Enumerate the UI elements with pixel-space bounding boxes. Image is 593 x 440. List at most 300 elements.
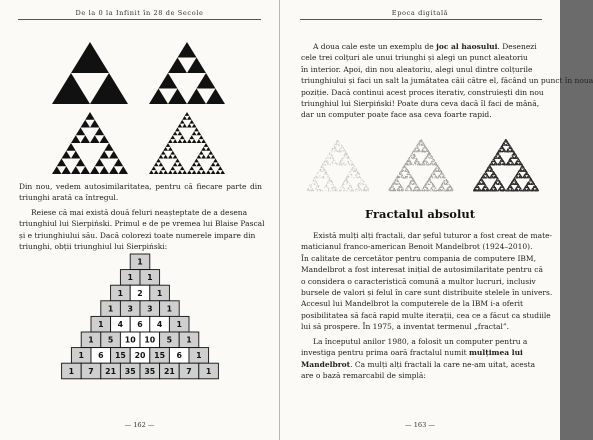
chaos-dot [412,152,413,153]
chaos-game-stage-2 [389,139,454,191]
chaos-dot [420,190,421,191]
chaos-dot [449,187,450,188]
chaos-dot [334,187,335,188]
chaos-dot [410,181,411,182]
chaos-dot [355,170,356,171]
chaos-dot [440,177,441,178]
chaos-dot [346,164,347,165]
pascal-number: 10 [124,335,136,345]
chaos-dot [409,186,410,187]
chaos-dot [437,166,438,167]
chaos-dot [432,162,433,163]
chaos-dot [349,183,350,184]
chaos-dot [408,159,409,160]
chaos-dot [312,188,313,189]
chaos-dot [330,190,331,191]
chaos-dot [344,155,345,156]
chaos-dot [432,189,433,190]
chaos-dot [426,165,427,166]
chaos-dot [403,189,404,190]
chaos-dot [321,177,322,178]
chaos-dot [328,175,329,176]
chaos-dot [408,164,409,165]
chaos-dot [410,191,411,192]
chaos-dot [446,184,447,185]
chaos-dot [414,188,415,189]
chaos-dot [364,187,365,188]
chaos-dot [426,157,427,158]
chaos-dot [349,186,350,187]
chaos-dot [417,164,418,165]
chaos-dot [430,164,431,165]
pascal-number: 7 [186,366,192,376]
chaos-dot [352,167,353,168]
chaos-dot [430,180,431,181]
chaos-dot [366,185,367,186]
chaos-dot [316,173,317,174]
chaos-dot [324,161,325,162]
chaos-dot [366,187,367,188]
chaos-dot [434,170,435,171]
chaos-dot [348,158,349,159]
chaos-dot [444,181,445,182]
chaos-dot [323,170,324,171]
chaos-dot [311,191,312,192]
chaos-dot [390,190,391,191]
chaos-dot [341,151,342,152]
chaos-dot [399,184,400,185]
chaos-dot [335,189,336,190]
chaos-dot [364,188,365,189]
chaos-dot [444,178,445,179]
chaos-dot [349,164,350,165]
chaos-dot [428,157,429,158]
chaos-dot [441,187,442,188]
chaos-dot [428,189,429,190]
chaos-dot [331,152,332,153]
chaos-dot [343,184,344,185]
chaos-dot [341,145,342,146]
chaos-dot [413,151,414,152]
chaos-dot [406,168,407,169]
chaos-dot [309,186,310,187]
chaos-game-stage-3 [473,139,539,191]
chaos-dot [361,178,362,179]
chaos-dot [451,188,452,189]
chaos-dot [402,191,403,192]
chaos-dot [427,182,428,183]
chaos-dot [409,185,410,186]
chaos-dot [422,141,423,142]
chaos-dot [412,164,413,165]
chaos-dot [348,162,349,163]
chaos-dot [442,190,443,191]
chaos-dot [427,162,428,163]
chaos-dot [403,167,404,168]
running-header-left: De la 0 la Infinit în 28 de Secole [75,9,204,17]
chaos-dot [413,154,414,155]
chaos-dot [448,189,449,190]
chaos-dot [363,184,364,185]
pascal-number: 6 [137,320,143,329]
chaos-dot [418,187,419,188]
chaos-dot [434,174,435,175]
chaos-dot [390,188,391,189]
chaos-dot [435,188,436,189]
chaos-dot [441,185,442,186]
chaos-dot [323,177,324,178]
chaos-dot [328,187,329,188]
chaos-dot [313,180,314,181]
chaos-dot [439,189,440,190]
chaos-dot [414,154,415,155]
text-run: poziție. Dacă continui acest proces iterativ, construiești din nou [301,87,544,97]
chaos-dot [348,188,349,189]
chaos-dot [322,190,323,191]
chaos-dot [358,185,359,186]
chaos-dot [413,190,414,191]
text-line [301,87,544,98]
chaos-dot [439,187,440,188]
text-line [301,41,541,52]
chaos-dot [425,183,426,184]
chaos-dot [356,177,357,178]
chaos-dot [424,151,425,152]
chaos-dot [415,156,416,157]
chaos-dot [436,167,437,168]
chaos-dot [398,190,399,191]
chaos-dot [407,164,408,165]
chaos-dot [414,150,415,151]
chaos-dot [333,159,334,160]
chaos-dot [357,189,358,190]
chaos-dot [340,162,341,163]
chaos-dot [415,160,416,161]
chaos-dot [357,173,358,174]
pascal-number: 1 [117,288,124,298]
chaos-dot [411,153,412,154]
chaos-dot [355,175,356,176]
chaos-dot [431,182,432,183]
left-page [0,0,279,440]
chaos-dot [406,176,407,177]
chaos-dot [350,184,351,185]
chaos-dot [320,190,321,191]
right-page [280,0,593,440]
chaos-dot [434,186,435,187]
chaos-dot [432,160,433,161]
chaos-dot [443,176,444,177]
chaos-dot [356,174,357,175]
chaos-dot [426,158,427,159]
chaos-dot [414,183,415,184]
chaos-dot [402,177,403,178]
chaos-dot [342,164,343,165]
chaos-dot [338,144,339,145]
chaos-dot [336,149,337,150]
chaos-dot [347,176,348,177]
chaos-dot [407,186,408,187]
chaos-dot [433,190,434,191]
chaos-dot [416,185,417,186]
chaos-dot [401,188,402,189]
chaos-dot [423,150,424,151]
chaos-dot [343,190,344,191]
chaos-dot [310,185,311,186]
chaos-dot [345,190,346,191]
chaos-dot [411,157,412,158]
chaos-dot [317,191,318,192]
chaos-dot [364,182,365,183]
chaos-dot [336,163,337,164]
text-run: . Desenezi [497,42,537,51]
chaos-dot [415,147,416,148]
chaos-dot [324,178,325,179]
chaos-dot [324,187,325,188]
chaos-dot [433,165,434,166]
chaos-dot [414,149,415,150]
chaos-dot [328,189,329,190]
chaos-dot [342,186,343,187]
chaos-dot [347,190,348,191]
chaos-dot [430,156,431,157]
chaos-dot [427,190,428,191]
chaos-dot [327,182,328,183]
chaos-dot [327,163,328,164]
chaos-dot [443,176,444,177]
chaos-dot [442,183,443,184]
chaos-dot [389,189,390,190]
pascal-number: 20 [134,351,146,361]
chaos-dot [315,180,316,181]
chaos-dot [351,163,352,164]
chaos-dot [351,189,352,190]
chaos-dot [434,164,435,165]
chaos-dot [392,187,393,188]
chaos-dot [340,190,341,191]
chaos-dot [337,165,338,166]
chaos-dot [447,183,448,184]
chaos-dot [343,182,344,183]
chaos-dot [440,177,441,178]
chaos-dot [448,187,449,188]
chaos-dot [331,187,332,188]
chaos-dot [342,184,343,185]
chaos-dot [362,184,363,185]
chaos-dot [330,178,331,179]
chaos-dot [347,156,348,157]
chaos-dot [430,175,431,176]
pascal-number: 1 [88,335,94,345]
chaos-dot [401,174,402,175]
chaos-dot [415,186,416,187]
chaos-dot [332,162,333,163]
chaos-dot [425,147,426,148]
chaos-dot [435,162,436,163]
chaos-dot [435,168,436,169]
chaos-dot [407,176,408,177]
chaos-dot [434,189,435,190]
chaos-dot [354,171,355,172]
chaos-dot [414,182,415,183]
chaos-dot [332,187,333,188]
chaos-dot [344,162,345,163]
chaos-dot [413,180,414,181]
chaos-dot [419,191,420,192]
chaos-dot [437,190,438,191]
chaos-dot [391,187,392,188]
chaos-dot [335,190,336,191]
chaos-dot [346,180,347,181]
chaos-dot [307,189,308,190]
chaos-dot [409,172,410,173]
chaos-dot [359,187,360,188]
chaos-dot [328,164,329,165]
chaos-dot [414,162,415,163]
chaos-dot [395,180,396,181]
chaos-dot [341,185,342,186]
chaos-dot [410,182,411,183]
chaos-dot [414,154,415,155]
chaos-dot [357,173,358,174]
chaos-dot [407,189,408,190]
chaos-dot [359,176,360,177]
pascal-number: 1 [156,288,163,298]
chaos-dot [435,175,436,176]
chaos-dot [446,191,447,192]
chaos-dot [350,171,351,172]
chaos-dot [344,181,345,182]
chaos-dot [353,168,354,169]
chaos-dot [421,151,422,152]
chaos-dot [354,168,355,169]
chaos-dot [409,176,410,177]
chaos-dot [354,166,355,167]
chaos-dot [320,169,321,170]
chaos-dot [416,184,417,185]
chaos-dot [427,151,428,152]
chaos-dot [347,180,348,181]
chaos-dot [447,189,448,190]
chaos-dot [430,163,431,164]
chaos-dot [357,184,358,185]
chaos-dot [438,176,439,177]
chaos-dot [405,167,406,168]
chaos-dot [343,151,344,152]
chaos-dot [393,189,394,190]
chaos-dot [332,149,333,150]
chaos-dot [336,143,337,144]
chaos-dot [327,160,328,161]
chaos-dot [347,182,348,183]
pascal-number: 3 [127,304,133,314]
chaos-dot [425,161,426,162]
chaos-dot [358,187,359,188]
chaos-dot [323,167,324,168]
chaos-dot [347,154,348,155]
chaos-dot [335,150,336,151]
chaos-dot [332,148,333,149]
pascal-number: 5 [107,335,114,345]
chaos-dot [326,158,327,159]
text-run: în interior. Apoi, din nou aleatoriu, alegi unul dintre colțurile [301,64,533,74]
chaos-dot [418,161,419,162]
chaos-dot [406,190,407,191]
chaos-dot [350,161,351,162]
chaos-dot [333,185,334,186]
chaos-dot [436,190,437,191]
chaos-dot [330,164,331,165]
chaos-dot [357,172,358,173]
chaos-dot [345,153,346,154]
chaos-dot [324,169,325,170]
chaos-dot [410,161,411,162]
chaos-dot [421,139,422,140]
chaos-dot [415,164,416,165]
chaos-dot [416,187,417,188]
chaos-dot [341,159,342,160]
chaos-dot [424,160,425,161]
chaos-dot [346,190,347,191]
chaos-dot [425,159,426,160]
chaos-dot [391,190,392,191]
chaos-dot [435,187,436,188]
chaos-dot [337,190,338,191]
chaos-dot [440,191,441,192]
chaos-dot [424,145,425,146]
chaos-dot [335,162,336,163]
pascal-number: 1 [98,320,104,329]
chaos-dot [419,163,420,164]
chaos-dot [320,167,321,168]
chaos-dot [364,189,365,190]
chaos-dot [409,174,410,175]
pascal-number: 1 [205,366,212,376]
chaos-dot [324,164,325,165]
chaos-dot [311,184,312,185]
chaos-dot [504,164,505,165]
chaos-dot [314,184,315,185]
chaos-dot [443,190,444,191]
chaos-dot [450,186,451,187]
chaos-dot [341,144,342,145]
chaos-dot [415,158,416,159]
chaos-dot [406,163,407,164]
chaos-dot [399,173,400,174]
chaos-dot [314,181,315,182]
chaos-dot [440,174,441,175]
chaos-dot [413,164,414,165]
chaos-dot [318,177,319,178]
chaos-dot [321,167,322,168]
chaos-dot [348,176,349,177]
chaos-dot [366,190,367,191]
chaos-dot [402,167,403,168]
chaos-dot [439,168,440,169]
chaos-dot [345,155,346,156]
chaos-dot [413,190,414,191]
chaos-dot [416,148,417,149]
chaos-dot [399,186,400,187]
chaos-dot [406,188,407,189]
chaos-dot [414,182,415,183]
chaos-dot [437,171,438,172]
chaos-dot [439,188,440,189]
chaos-dot [444,190,445,191]
chaos-dot [394,190,395,191]
chaos-dot [422,151,423,152]
chaos-dot [332,182,333,183]
